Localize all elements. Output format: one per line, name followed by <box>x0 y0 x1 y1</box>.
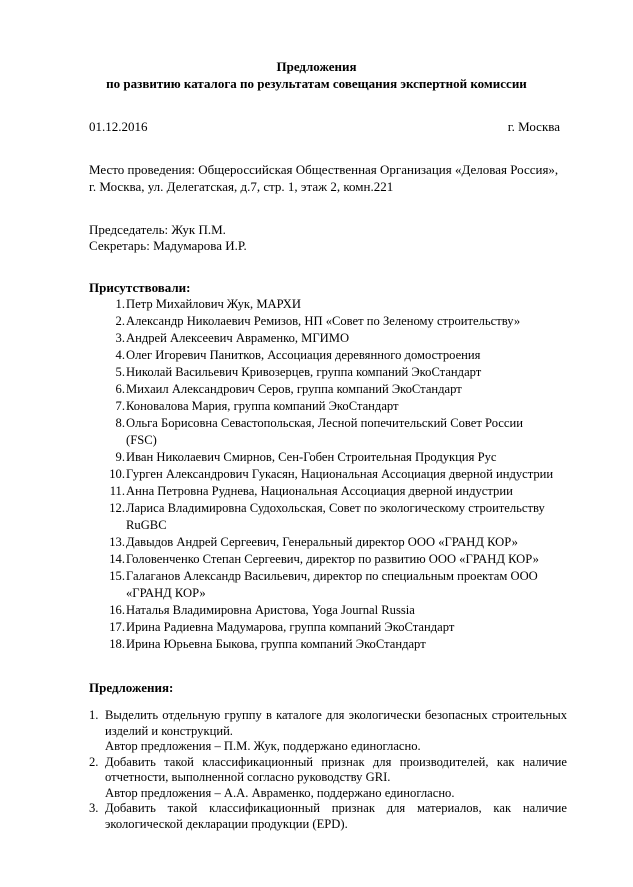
item-text: Ирина Радиевна Мадумарова, группа компаний ЭкоСтандарт <box>126 620 455 634</box>
item-number: 18. <box>109 637 125 651</box>
item-number: 9. <box>115 450 125 464</box>
item-text: Анна Петровна Руднева, Национальная Ассоциация дверной индустрии <box>126 484 513 498</box>
proposals-heading: Предложения: <box>89 680 174 695</box>
secretary: Секретарь: Мадумарова И.Р. <box>89 238 247 253</box>
item-number: 12. <box>109 501 125 515</box>
item-number: 5. <box>115 365 125 379</box>
list-item <box>89 364 559 381</box>
list-item <box>89 415 559 449</box>
item-text: Ольга Борисовна Севастопольская, Лесной попечительский Совет России <box>126 416 523 430</box>
list-item <box>89 296 559 313</box>
list-item <box>89 534 559 551</box>
proposal-number: 2. <box>89 754 99 769</box>
item-number: 14. <box>109 552 125 566</box>
list-item <box>89 619 559 636</box>
proposal-number: 3. <box>89 801 99 815</box>
item-text: Лариса Владимировна Судохольская, Совет по экологическому строительству <box>126 501 545 515</box>
item-number: 2. <box>115 314 125 328</box>
list-item <box>89 330 559 347</box>
item-number: 3. <box>115 331 125 345</box>
item-number: 8. <box>115 416 125 430</box>
item-text-continued: «ГРАНД КОР» <box>126 586 206 600</box>
item-number: 1. <box>115 297 125 311</box>
item-text: Михаил Александрович Серов, группа компаний ЭкоСтандарт <box>126 382 462 396</box>
proposal-text: Добавить такой классификационный признак для материалов, как наличие экологической декларации продукции (EPD). <box>105 801 567 831</box>
list-item <box>89 398 559 415</box>
proposal-number: 1. <box>89 708 99 722</box>
meeting-date: 01.12.2016 <box>89 119 148 134</box>
item-text: Петр Михайлович Жук, МАРХИ <box>126 297 301 311</box>
list-item <box>89 449 559 466</box>
item-number: 7. <box>115 399 125 413</box>
list-item <box>89 466 559 483</box>
item-text: Наталья Владимировна Аристова, Yoga Journal Russia <box>126 603 415 617</box>
list-item <box>89 347 559 364</box>
item-number: 11. <box>109 484 125 498</box>
item-text-continued: (FSC) <box>126 433 157 447</box>
item-number: 6. <box>115 382 125 396</box>
item-text: Александр Николаевич Ремизов, НП «Совет по Зеленому строительству» <box>126 314 521 328</box>
item-text: Давыдов Андрей Сергеевич, Генеральный директор ООО «ГРАНД КОР» <box>126 535 518 549</box>
item-number: 13. <box>109 535 125 549</box>
chairman: Председатель: Жук П.М. <box>89 222 226 237</box>
item-number: 4. <box>115 348 125 362</box>
list-item <box>89 602 559 619</box>
list-item <box>89 500 559 534</box>
item-text: Олег Игоревич Панитков, Ассоциация деревянного домостроения <box>126 348 481 362</box>
venue-line-2: г. Москва, ул. Делегатская, д.7, стр. 1, этаж 2, комн.221 <box>89 179 394 194</box>
proposal-text: Выделить отдельную группу в каталоге для экологически безопасных строительных изделий и конструкций. <box>105 708 567 738</box>
list-item <box>89 551 559 568</box>
list-item <box>89 313 559 330</box>
item-text: Гурген Александрович Гукасян, Национальная Ассоциация дверной индустрии <box>126 467 554 481</box>
venue-line-1: Место проведения: Общероссийская Общественная Организация «Деловая Россия», <box>89 162 559 177</box>
proposal-item <box>89 801 567 832</box>
item-text: Ирина Юрьевна Быкова, группа компаний ЭкоСтандарт <box>126 637 426 651</box>
item-text: Николай Васильевич Кривозерцев, группа компаний ЭкоСтандарт <box>126 365 482 379</box>
list-item <box>89 381 559 398</box>
attendees-heading: Присутствовали: <box>89 280 191 295</box>
list-item <box>89 568 559 602</box>
item-number: 15. <box>109 569 125 583</box>
document-subtitle: по развитию каталога по результатам совещания экспертной комиссии <box>106 76 527 91</box>
proposal-item <box>89 755 567 802</box>
item-number: 17. <box>109 620 125 634</box>
document-title: Предложения <box>276 59 357 74</box>
proposal-author: Автор предложения – П.М. Жук, поддержано единогласно. <box>105 739 421 753</box>
item-number: 10. <box>109 467 125 481</box>
item-number: 16. <box>109 603 125 617</box>
list-item <box>89 483 559 500</box>
proposal-item <box>89 708 567 755</box>
list-item <box>89 636 559 653</box>
item-text: Иван Николаевич Смирнов, Сен-Гобен Строительная Продукция Рус <box>126 450 497 464</box>
item-text: Головенченко Степан Сергеевич, директор по развитию ООО «ГРАНД КОР» <box>126 552 539 566</box>
item-text-continued: RuGBC <box>126 518 167 532</box>
item-text: Галаганов Александр Васильевич, директор по специальным проектам ООО <box>126 569 538 583</box>
meeting-city: г. Москва <box>507 119 560 134</box>
proposals-list <box>89 708 567 832</box>
attendees-list <box>89 296 559 653</box>
proposal-author: Автор предложения – А.А. Авраменко, поддержано единогласно. <box>105 785 455 800</box>
item-text: Коновалова Мария, группа компаний ЭкоСтандарт <box>126 399 399 413</box>
item-text: Андрей Алексеевич Авраменко, МГИМО <box>126 331 350 345</box>
proposal-text: Добавить такой классификационный признак для производителей, как наличие отчетности, выполненной согласно руководству GRI. <box>105 754 567 784</box>
